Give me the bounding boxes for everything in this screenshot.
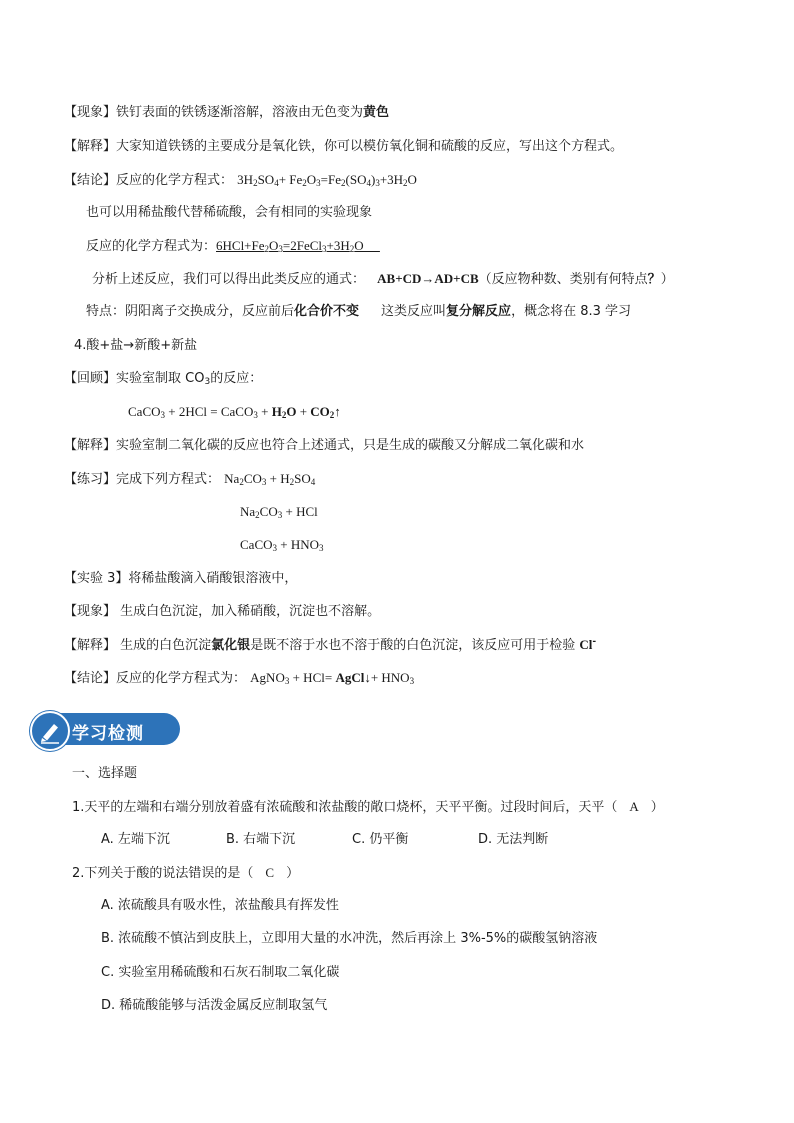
equation-fe2o3-h2so4: $3H_2SO_4+ Fe_2O_3=Fe_2(SO_4)_3+3H_2O$ bbox=[237, 172, 417, 188]
section-banner bbox=[30, 711, 184, 751]
practice-eq-3: CaCO$_3$ + $HNO_3$ bbox=[240, 537, 324, 553]
question-1: 1.天平的左端和右端分别放着盛有浓硫酸和浓盐酸的敞口烧杯，天平平衡。过段时间后，天平（ A ） bbox=[72, 799, 664, 815]
question-2: 2.下列关于酸的说法错误的是（ C ） bbox=[72, 865, 300, 881]
question-2-option-a: A. 浓硫酸具有吸水性，浓盐酸具有挥发性 bbox=[101, 898, 339, 913]
pencil-edit-icon bbox=[30, 711, 70, 751]
alt-acid-line: 也可以用稀盐酸代替稀硫酸，会有相同的实验现象 bbox=[86, 205, 373, 220]
practice-line: 【练习】完成下列方程式： $Na_2CO_3 + H_2SO_4$ bbox=[64, 471, 316, 487]
practice-eq-2: $Na_2CO_3$ + HCl bbox=[240, 504, 318, 520]
tag: 【现象】 bbox=[64, 105, 117, 120]
question-2-option-d: D. 稀硫酸能够与活泼金属反应制取氢气 bbox=[101, 998, 328, 1013]
equation-caco3-hcl: CaCO$_3$ + 2HCl = CaCO$_3$ + $H_2O$ + $CO_2↑$ bbox=[128, 404, 341, 420]
acid-salt-heading: 4.酸+盐→新酸+新盐 bbox=[74, 338, 198, 353]
question-1-option-a: A. 左端下沉 bbox=[101, 832, 170, 847]
explanation-line-2: 【解释】实验室制二氧化碳的反应也符合上述通式，只是生成的碳酸又分解成二氧化碳和水 bbox=[64, 438, 585, 453]
observation-line-2: 【现象】 生成白色沉淀，加入稀硝酸，沉淀也不溶解。 bbox=[64, 604, 381, 619]
general-formula-line: 分析上述反应，我们可以得出此类反应的通式： AB+CD→AD+CB（反应物种数、类别有何特点？） bbox=[92, 271, 674, 287]
explanation-line-3: 【解释】 生成的白色沉淀氯化银是既不溶于水也不溶于酸的白色沉淀，该反应可用于检验 Cl- bbox=[64, 637, 597, 653]
question-2-option-b: B. 浓硫酸不慎沾到皮肤上，立即用大量的水冲洗，然后再涂上 3%-5%的碳酸氢钠溶液 bbox=[101, 931, 598, 946]
question-1-option-d: D. 无法判断 bbox=[478, 832, 549, 847]
explanation-line: 【解释】大家知道铁锈的主要成分是氧化铁，你可以模仿氧化铜和硫酸的反应，写出这个方程式。 bbox=[64, 139, 624, 154]
equation-agno3-hcl: AgNO$_3$ + HCl= AgCl↓+ $HNO_3$ bbox=[250, 670, 415, 686]
feature-line: 特点：阴阳离子交换成分，反应前后化合价不变 这类反应叫复分解反应，概念将在 8.3 学习 bbox=[86, 304, 632, 319]
question-2-option-c: C. 实验室用稀硫酸和石灰石制取二氧化碳 bbox=[101, 965, 340, 980]
question-1-option-c: C. 仍平衡 bbox=[352, 832, 409, 847]
section-title: 学习检测 bbox=[72, 724, 144, 744]
practice-eq-1: $Na_2CO_3 + H_2SO_4$ bbox=[224, 471, 316, 487]
equation-hcl-fe2o3: $6HCl+Fe_2O_3=2FeCl_3+3H_2O$ bbox=[216, 238, 380, 254]
conclusion-line: 【结论】反应的化学方程式： $3H_2SO_4+ Fe_2O_3=Fe_2(SO_4)_3+3H_2O$ bbox=[64, 172, 417, 188]
review-line: 【回顾】实验室制取 $CO_3$的反应： bbox=[64, 371, 263, 387]
question-1-option-b: B. 右端下沉 bbox=[226, 832, 296, 847]
conclusion-line-2: 【结论】反应的化学方程式为： AgNO$_3$ + HCl= AgCl↓+ $HNO_3$ bbox=[64, 670, 415, 686]
question-section-heading: 一、选择题 bbox=[72, 766, 138, 781]
observation-line: 【现象】铁钉表面的铁锈逐渐溶解，溶液由无色变为黄色 bbox=[64, 105, 390, 120]
experiment-3-line: 【实验 3】将稀盐酸滴入硝酸银溶液中， bbox=[64, 571, 298, 586]
hcl-equation-line: 反应的化学方程式为：$6HCl+Fe_2O_3=2FeCl_3+3H_2O$ bbox=[86, 238, 380, 254]
